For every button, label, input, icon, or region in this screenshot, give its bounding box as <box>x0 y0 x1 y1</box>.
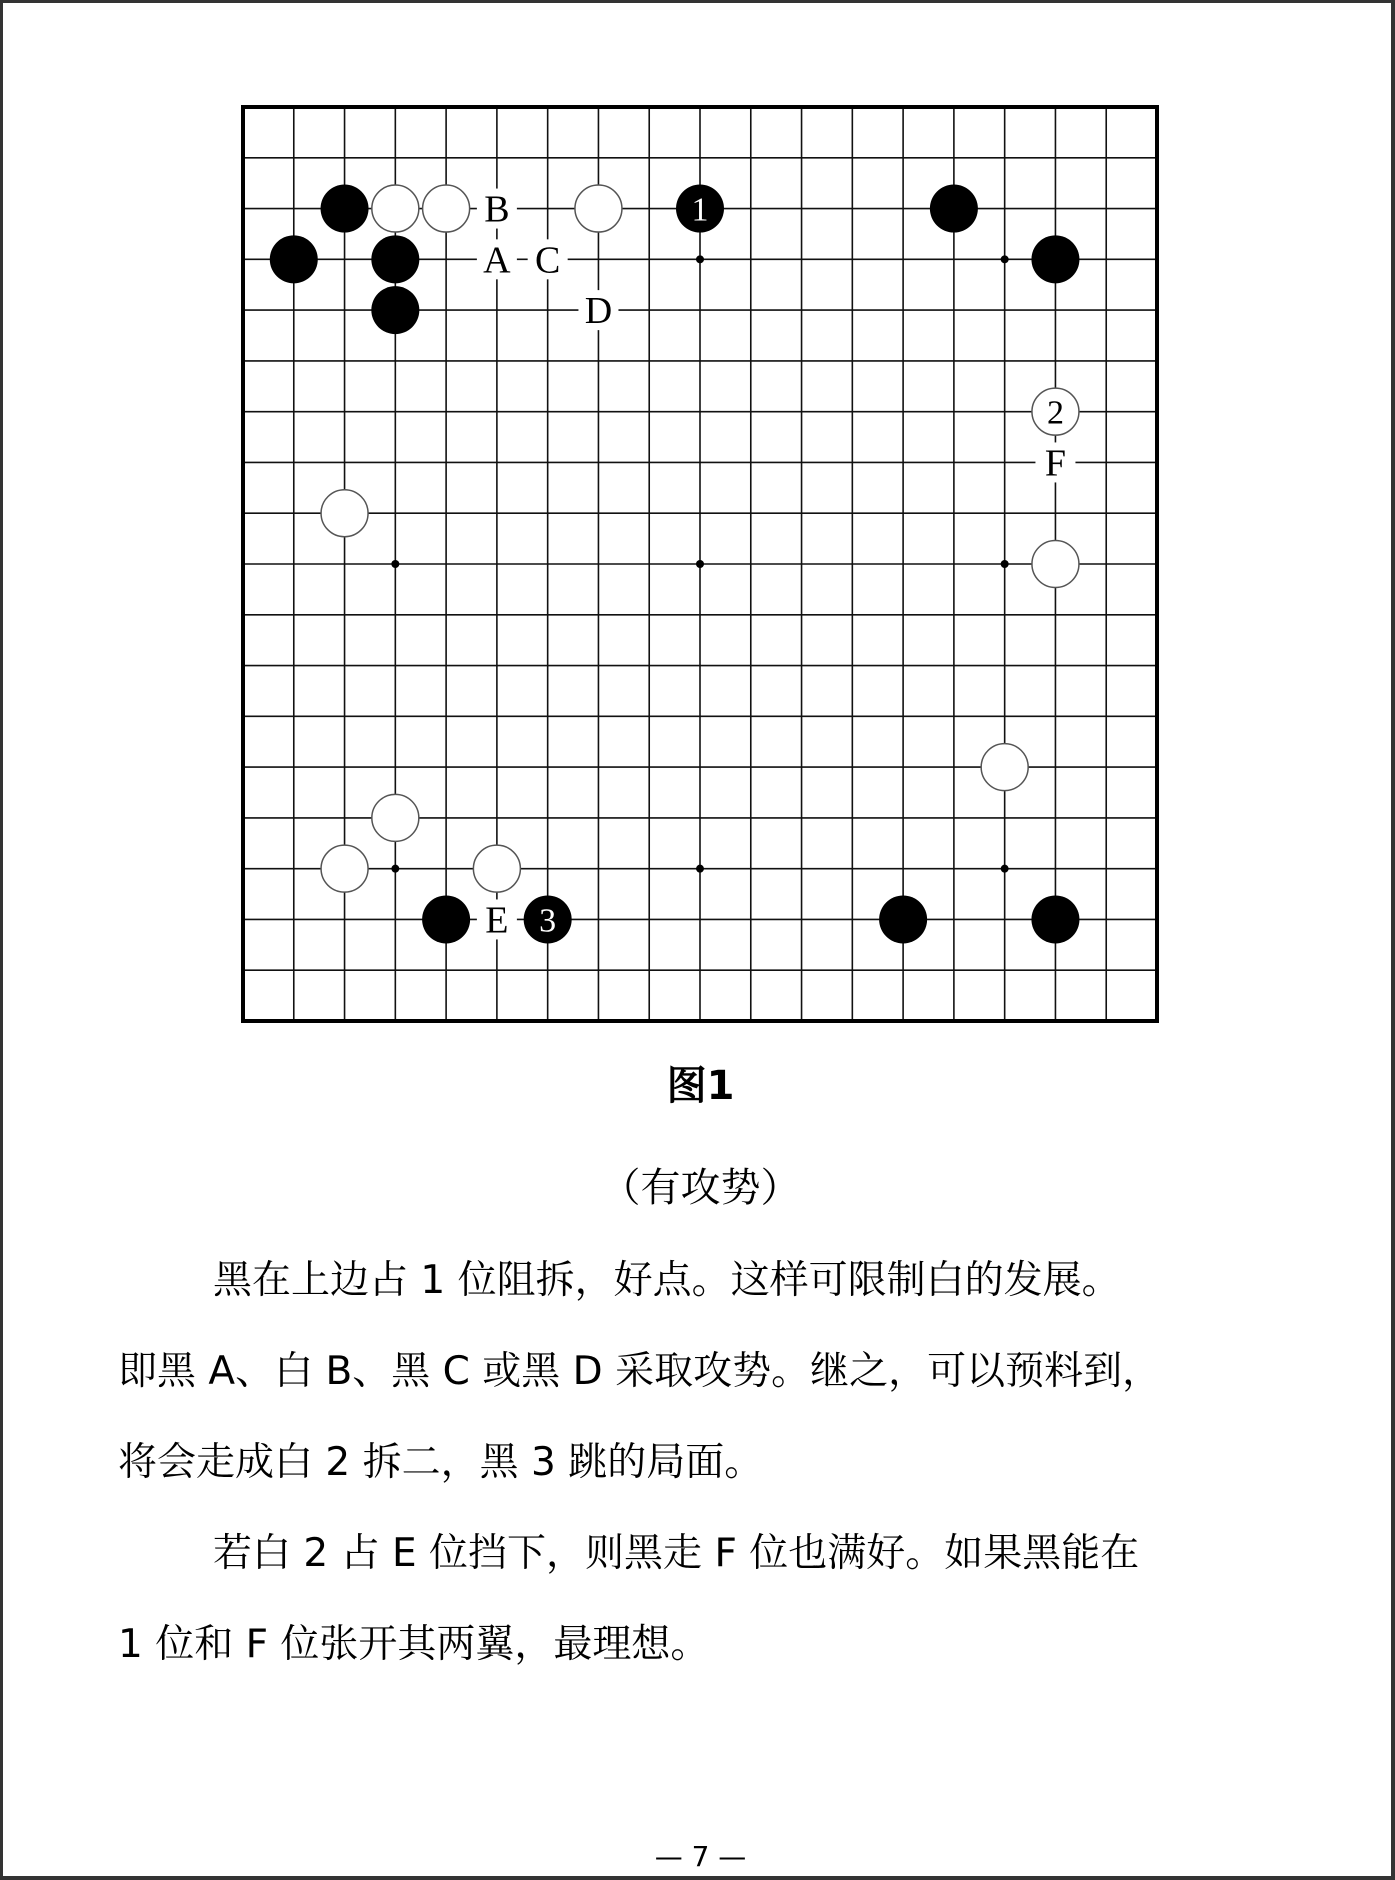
svg-text:E: E <box>485 899 509 942</box>
black-stone <box>422 895 470 943</box>
go-board-diagram <box>223 87 1177 1044</box>
black-stone <box>930 185 978 233</box>
black-stone <box>321 185 369 233</box>
star-point <box>1001 255 1009 263</box>
text-line: 若白 2 占 E 位挡下，则黑走 F 位也满好。如果黑能在 <box>213 1531 1140 1576</box>
white-stone <box>321 845 368 892</box>
marker-a <box>477 239 517 281</box>
svg-text:C: C <box>534 239 561 282</box>
white-stone <box>423 185 470 232</box>
text-line: 黑在上边占 1 位阻拆，好点。这样可限制白的发展。 <box>213 1258 1121 1303</box>
star-point <box>1001 560 1009 568</box>
svg-text:2: 2 <box>1046 394 1064 432</box>
white-stone-2 <box>1032 388 1079 435</box>
black-stone <box>1031 235 1079 283</box>
text-line: 1 位和 F 位张开其两翼，最理想。 <box>118 1622 710 1667</box>
white-stone <box>473 845 520 892</box>
marker-f <box>1035 442 1075 484</box>
marker-d <box>578 290 618 332</box>
commentary-text <box>118 1235 1298 1690</box>
svg-text:F: F <box>1044 442 1067 485</box>
marker-e <box>477 899 517 941</box>
white-stone <box>372 794 419 841</box>
black-stone <box>270 235 318 283</box>
svg-text:B: B <box>484 188 510 231</box>
black-stone <box>879 895 927 943</box>
star-point <box>391 560 399 568</box>
text-line: 将会走成白 2 拆二，黑 3 跳的局面。 <box>118 1440 764 1485</box>
star-point <box>696 255 704 263</box>
white-stone <box>321 490 368 537</box>
svg-text:3: 3 <box>539 902 557 940</box>
star-point <box>1001 865 1009 873</box>
star-point <box>696 865 704 873</box>
white-stone <box>981 744 1028 791</box>
star-point <box>696 560 704 568</box>
white-stone <box>575 185 622 232</box>
svg-text:D: D <box>584 290 613 333</box>
page-number: — 7 — <box>654 1840 747 1873</box>
black-stone <box>371 235 419 283</box>
black-stone <box>371 286 419 334</box>
svg-text:A: A <box>483 239 511 282</box>
marker-b <box>477 189 517 231</box>
star-point <box>391 865 399 873</box>
white-stone <box>1032 541 1079 588</box>
board-markers <box>477 189 1076 942</box>
paragraph-1 <box>118 1235 1298 1508</box>
figure-subtitle: （有攻势） <box>600 1165 801 1211</box>
svg-text:1: 1 <box>691 191 709 229</box>
black-stone <box>1031 895 1079 943</box>
black-stone-3 <box>524 895 572 943</box>
figure-title: 图1 <box>666 1063 735 1109</box>
text-line: 即黑 A、白 B、黑 C 或黑 D 采取攻势。继之，可以预料到， <box>118 1349 1162 1394</box>
go-board <box>223 87 1177 1044</box>
marker-c <box>528 239 568 281</box>
paragraph-2 <box>118 1508 1298 1690</box>
black-stone-1 <box>676 185 724 233</box>
white-stone <box>372 185 419 232</box>
